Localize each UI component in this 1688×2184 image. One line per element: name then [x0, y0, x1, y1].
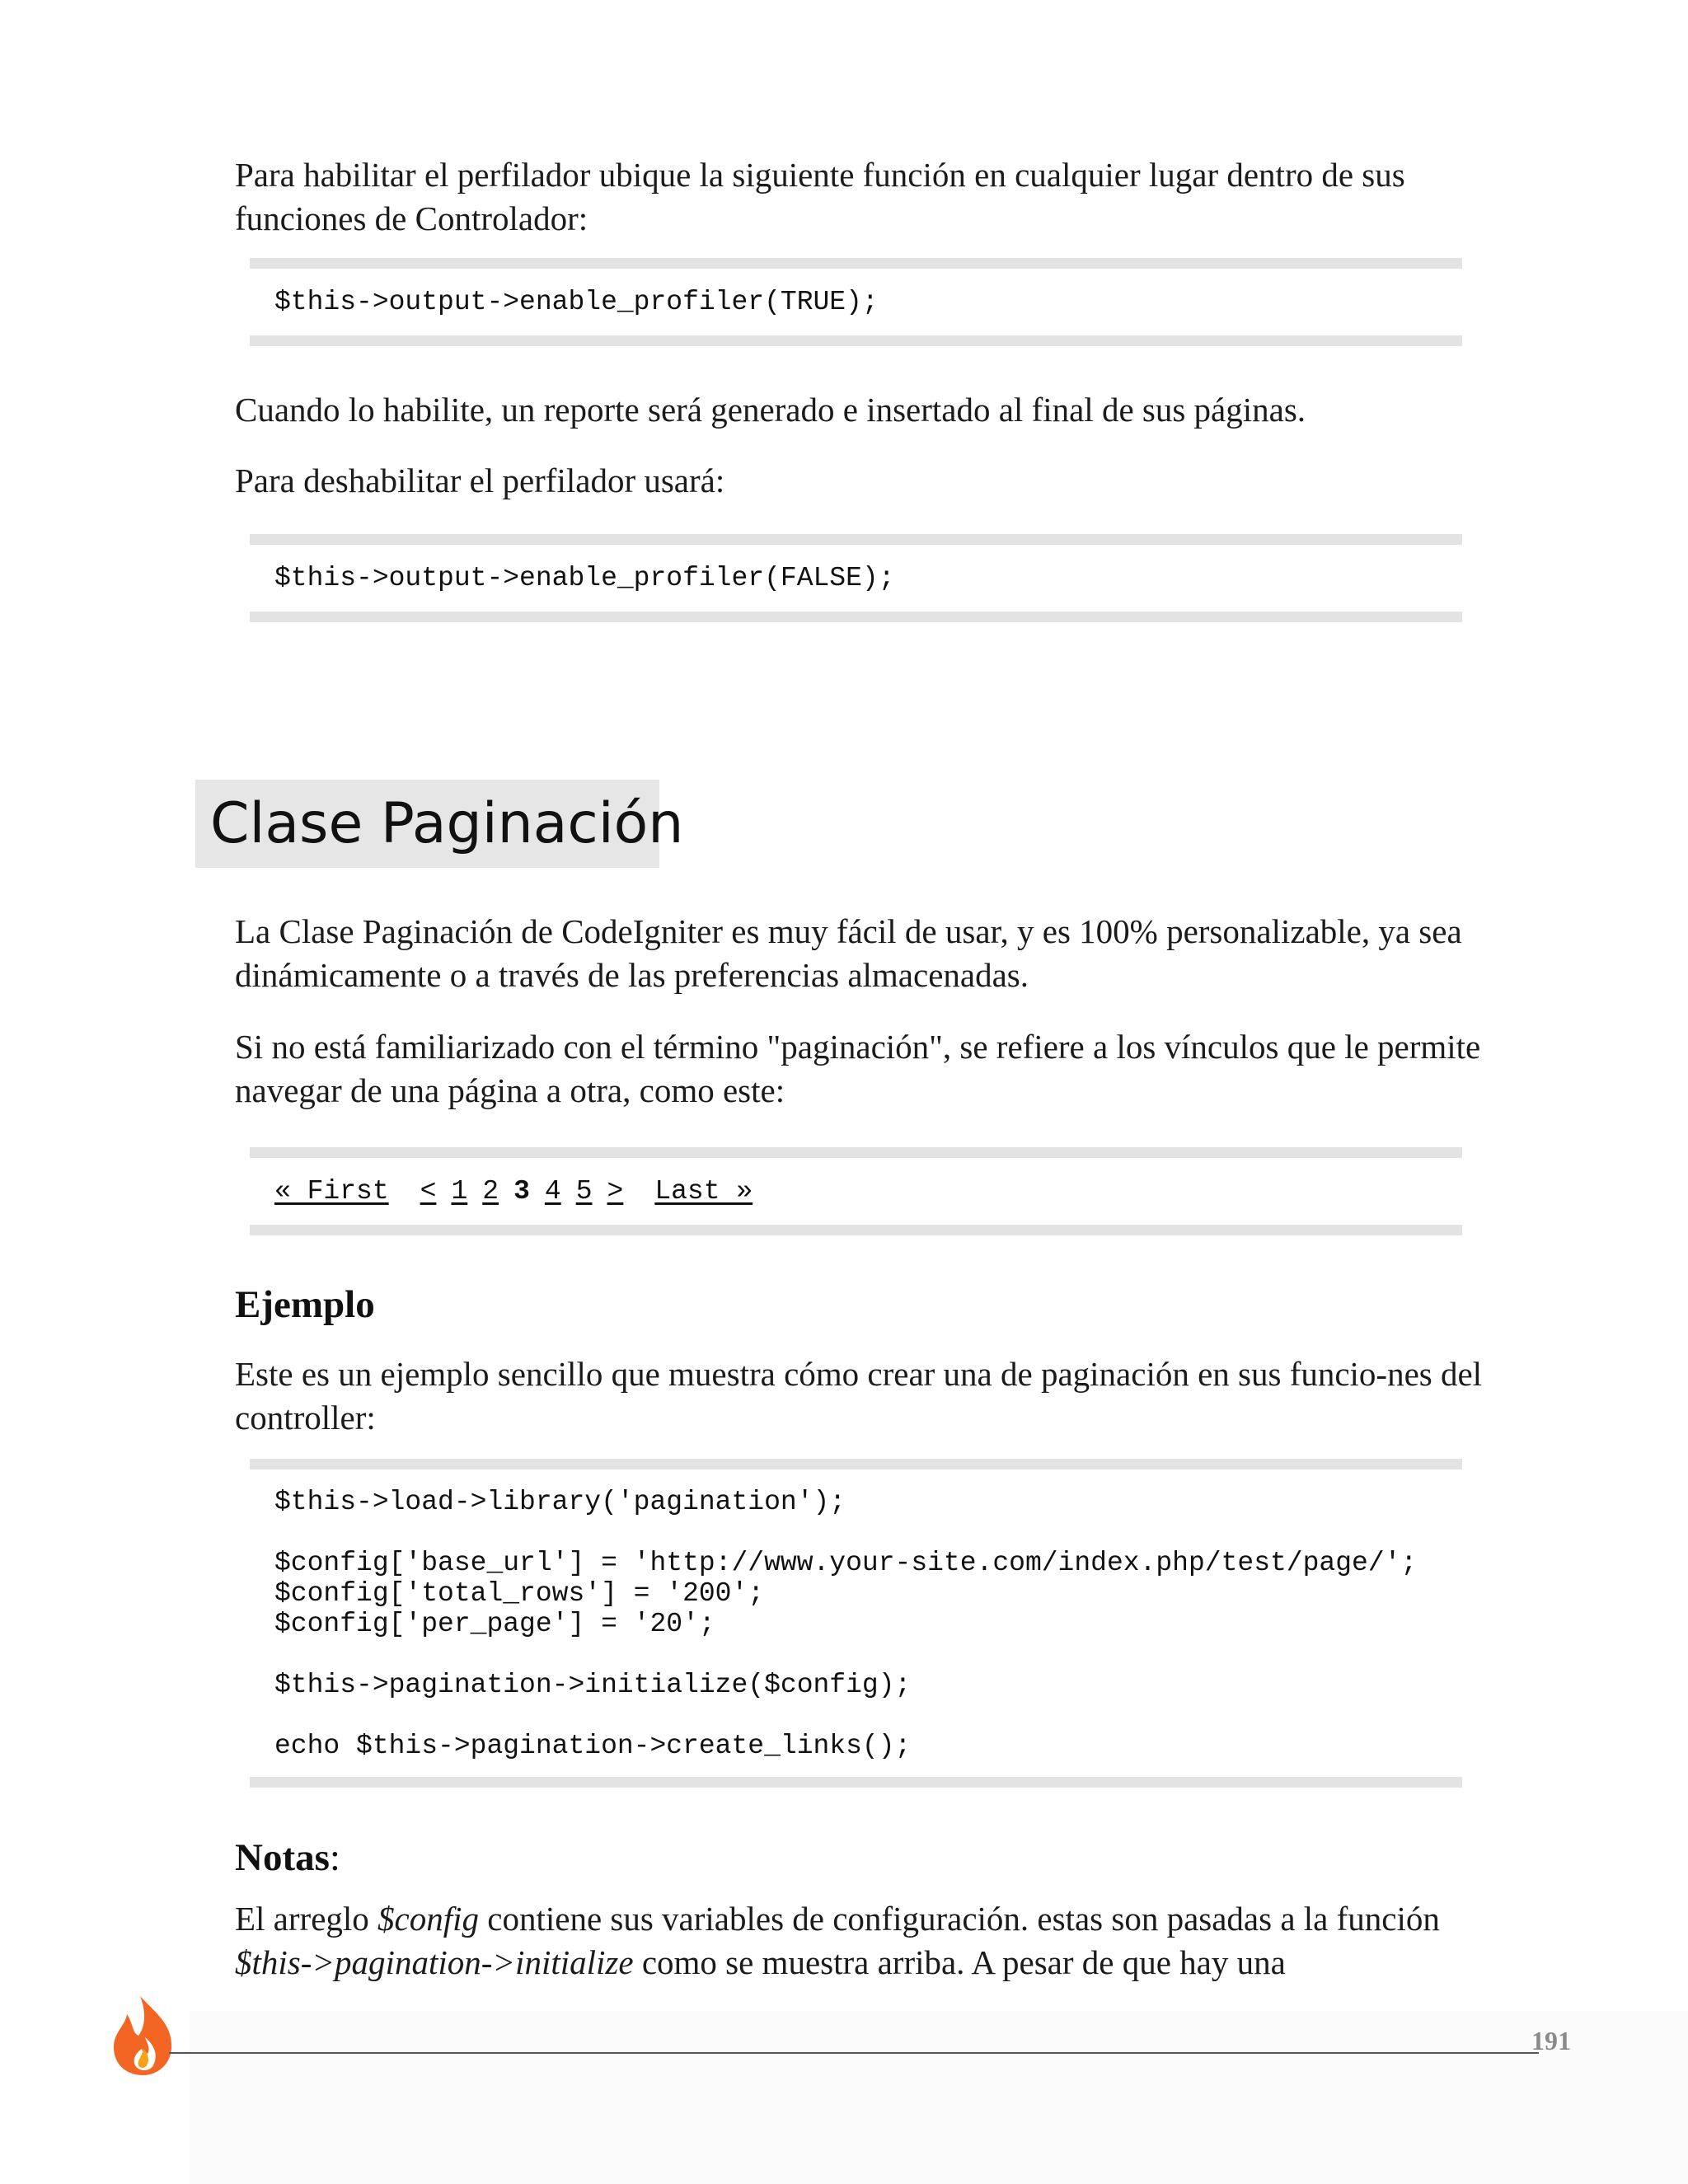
section-heading-box: [195, 780, 684, 868]
page-number: 191: [1531, 2026, 1571, 2055]
paragraph-notes: [235, 1897, 1504, 1985]
paragraph-pagination-definition: Si no está familiarizado con el término "paginación", se refiere a los vínculos que le permite navegar de una página a otra, como este:: [235, 1028, 1481, 1109]
codeigniter-flame-icon: [107, 1994, 181, 2077]
notes-initialize-call: $this->pagination->initialize: [235, 1943, 634, 1981]
pager-page-link[interactable]: 1: [451, 1176, 468, 1207]
footer-rule: [169, 2052, 1539, 2054]
page-bottom-shade: [190, 2011, 1688, 2184]
notes-text: contiene sus variables de configuración. estas son pasadas a la función: [479, 1900, 1440, 1938]
pager-page-link[interactable]: 5: [575, 1176, 593, 1207]
heading-notas-colon: :: [329, 1836, 340, 1879]
heading-ejemplo: Ejemplo: [235, 1283, 375, 1326]
pager-next-link[interactable]: >: [607, 1176, 624, 1207]
code-block-example: [250, 1459, 1462, 1788]
notes-text: El arreglo: [235, 1900, 378, 1938]
code-blank-line: [274, 1700, 1462, 1731]
heading-notas-label: Notas: [235, 1836, 330, 1879]
notes-text: como se muestra arriba. A pesar de que hay una: [633, 1943, 1286, 1981]
pagination-example: [250, 1147, 1462, 1235]
code-block-enable: [250, 258, 1462, 346]
paragraph-report: Cuando lo habilite, un reporte será generado e insertado al final de sus páginas.: [235, 391, 1306, 429]
pager-page-link[interactable]: 2: [482, 1176, 499, 1207]
code-line: $this->output->enable_profiler(TRUE);: [274, 287, 879, 317]
paragraph-disable: Para deshabilitar el perfilador usará:: [235, 462, 725, 499]
pager-page-link[interactable]: 4: [544, 1176, 561, 1207]
code-block-disable: [250, 534, 1462, 622]
section-title: Clase Paginación: [210, 791, 684, 856]
pager-first-link[interactable]: « First: [274, 1176, 389, 1207]
code-line: $config['base_url'] = 'http://www.your-site.com/index.php/test/page/';: [274, 1548, 1418, 1578]
code-line: $config['total_rows'] = '200';: [274, 1578, 765, 1609]
notes-config-var: $config: [377, 1900, 480, 1938]
code-line: $this->pagination->initialize($config);: [274, 1670, 912, 1700]
code-blank-line: [274, 1517, 1462, 1548]
code-line: $this->load->library('pagination');: [274, 1487, 846, 1517]
pagination-links: [274, 1176, 1462, 1207]
code-blank-line: [274, 1639, 1462, 1670]
code-line: echo $this->pagination->create_links();: [274, 1731, 912, 1761]
pager-prev-link[interactable]: <: [420, 1176, 437, 1207]
pager-current-page: 3: [513, 1176, 530, 1207]
paragraph-enable-profiler: Para habilitar el perfilador ubique la siguiente función en cualquier lugar dentro de sus funciones de Controlador:: [235, 156, 1405, 237]
pager-last-link[interactable]: Last »: [654, 1176, 753, 1207]
heading-notas: [235, 1835, 340, 1881]
paragraph-example-intro: Este es un ejemplo sencillo que muestra cómo crear una de paginación en sus funcio-nes del controller:: [235, 1355, 1483, 1436]
code-line: $config['per_page'] = '20';: [274, 1609, 715, 1639]
code-line: $this->output->enable_profiler(FALSE);: [274, 563, 895, 593]
paragraph-pagination-intro: La Clase Paginación de CodeIgniter es muy fácil de usar, y es 100% personalizable, ya sea dinámicamente o a través de las preferencias almacenadas.: [235, 912, 1462, 994]
